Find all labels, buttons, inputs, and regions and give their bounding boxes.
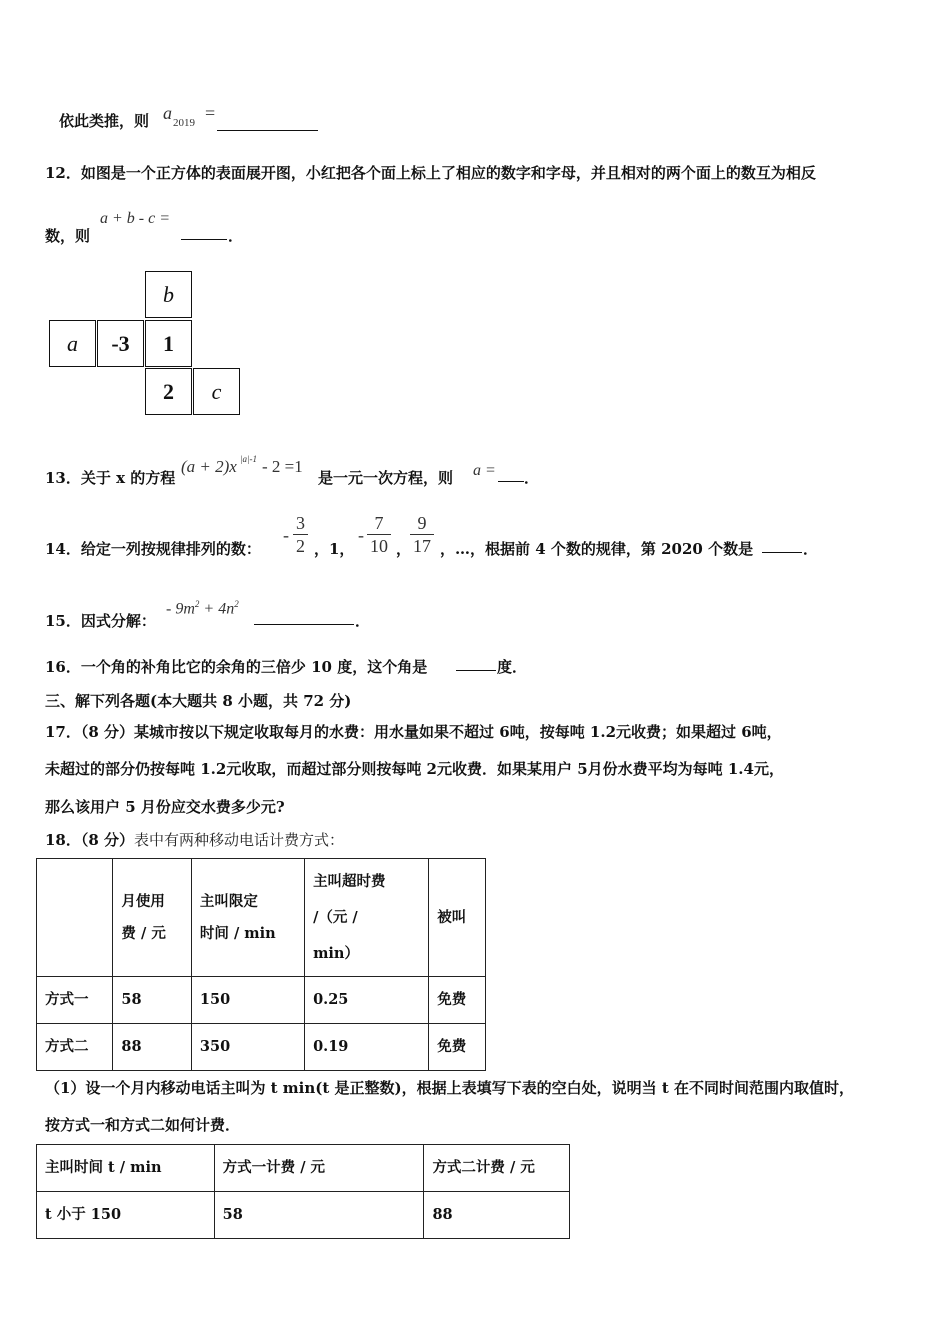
q11-eq: = <box>205 103 216 123</box>
fill-in-cell[interactable]: 88 <box>424 1192 570 1239</box>
fill-in-header <box>37 1145 570 1192</box>
q13-prefix: 13．关于 x 的方程 <box>45 469 176 487</box>
q17-line1: 17．（8 分）某城市按以下规定收取每月的水费：用水量如果不超过 6吨，按每吨 1.2元收费；如果超过 6吨， <box>45 723 782 741</box>
q15-end: ． <box>355 612 371 630</box>
net-value-1: 1 <box>163 330 174 356</box>
net-cell-neg3 <box>97 320 144 367</box>
net-value-b: b <box>163 281 174 307</box>
q17-line3: 那么该用户 5 月份应交水费多少元? <box>45 798 285 816</box>
billing-header-3: 主叫超时费 /（元 / min） <box>305 859 429 977</box>
billing-table <box>36 858 486 1071</box>
q14-f1-den: 2 <box>296 536 305 556</box>
q18-sub1-line2: 按方式一和方式二如何计费． <box>45 1116 241 1134</box>
billing-cell: 方式一 <box>37 977 113 1024</box>
net-value-2: 2 <box>163 378 174 404</box>
billing-cell: 58 <box>113 977 191 1024</box>
q15-sup1: 2 <box>194 599 200 609</box>
q12-line2-prefix: 数，则 <box>45 227 91 245</box>
q18-sub1-line1: （1）设一个月内移动电话主叫为 t min(t 是正整数)，根据上表填写下表的空白处，说明当 t 在不同时间范围内取值时， <box>45 1079 855 1097</box>
net-value-c: c <box>211 378 222 404</box>
q14-fraction-3 <box>410 512 434 557</box>
q14-f1-num: 3 <box>293 512 308 535</box>
fill-in-cell[interactable]: 58 <box>214 1192 424 1239</box>
q13-mid: 是一元一次方程，则 <box>318 469 454 487</box>
q14-answer-blank[interactable] <box>762 538 802 553</box>
q14-fraction-2 <box>367 512 391 557</box>
fill-in-header-2: 方式二计费 / 元 <box>424 1145 570 1192</box>
section-3-heading: 三、解下列各题(本大题共 8 小题，共 72 分) <box>45 692 352 710</box>
q13-end: ． <box>524 469 540 487</box>
q14-tail: ，…，根据前 4 个数的规律，第 2020 个数是 <box>440 540 754 558</box>
q12-line1: 12．如图是一个正方体的表面展开图，小红把各个面上标上了相应的数字和字母，并且相对的两个面上的数互为相反 <box>45 164 816 182</box>
billing-cell: 150 <box>191 977 304 1024</box>
fill-in-table <box>36 1144 570 1239</box>
fill-in-row-1 <box>37 1192 570 1239</box>
q13-expr-exp: |a|-1 <box>240 454 257 464</box>
q14-end: ． <box>803 540 819 558</box>
q14-fraction-1 <box>293 512 308 557</box>
q14-f2-den: 10 <box>370 536 388 556</box>
q15-sup2: 2 <box>234 599 239 609</box>
q13-var: a = <box>473 462 496 479</box>
q18-intro <box>45 829 344 850</box>
net-value-a: a <box>67 330 78 356</box>
q11-answer-blank[interactable] <box>217 116 318 131</box>
net-cell-a <box>49 320 96 367</box>
billing-cell: 免费 <box>429 977 486 1024</box>
fill-in-header-0: 主叫时间 t / min <box>37 1145 215 1192</box>
net-cell-c <box>193 368 240 415</box>
q18-prefix: 18．（8 分） <box>45 831 135 849</box>
billing-cell: 88 <box>113 1024 191 1071</box>
billing-row-1 <box>37 977 486 1024</box>
q16-text: 16．一个角的补角比它的余角的三倍少 10 度，这个角是 <box>45 658 428 676</box>
billing-cell: 350 <box>191 1024 304 1071</box>
q12-expr: a + b - c = <box>100 210 171 227</box>
q11-tail <box>59 110 149 131</box>
q15-answer-blank[interactable] <box>254 610 354 625</box>
q11-sub: 2019 <box>173 117 195 129</box>
q15-term1: - 9m <box>166 600 195 618</box>
billing-header-2: 主叫限定 时间 / min <box>191 859 304 977</box>
q14-f2-num: 7 <box>367 512 391 535</box>
q13-answer-blank[interactable] <box>498 467 524 482</box>
q13-expr-a: (a + 2)x <box>181 457 237 476</box>
q15-term2: + 4n <box>199 600 235 618</box>
billing-cell: 0.25 <box>305 977 429 1024</box>
q17-line2: 未超过的部分仍按每吨 1.2元收取，而超过部分则按每吨 2元收费．如果某用户 5月份水费平均为每吨 1.4元， <box>45 760 784 778</box>
q14-f3-num: 9 <box>410 512 434 535</box>
q14-f2-sign: - <box>358 525 364 545</box>
q14-f3-den: 17 <box>413 536 431 556</box>
billing-cell: 免费 <box>429 1024 486 1071</box>
q15-prefix: 15．因式分解： <box>45 612 156 630</box>
q16-end: 度． <box>497 658 528 676</box>
q15-expr <box>166 599 239 618</box>
net-value-neg3: -3 <box>111 330 130 356</box>
billing-cell: 方式二 <box>37 1024 113 1071</box>
q12-answer-blank[interactable] <box>181 225 227 240</box>
billing-row-2 <box>37 1024 486 1071</box>
q13-expr-b: - 2 =1 <box>262 457 303 476</box>
q14-f1-sign: - <box>283 525 289 545</box>
fill-in-header-1: 方式一计费 / 元 <box>214 1145 424 1192</box>
net-cell-1 <box>145 320 192 367</box>
q11-var: a <box>163 103 172 123</box>
billing-table-header <box>37 859 486 977</box>
q14-sep1: ，1， <box>314 540 355 558</box>
fill-in-cell[interactable]: t 小于 150 <box>37 1192 215 1239</box>
q12-end: ． <box>228 227 244 245</box>
q11-prefix: 依此类推，则 <box>59 112 150 130</box>
q18-rest: 表中有两种移动电话计费方式： <box>134 831 345 849</box>
net-cell-2 <box>145 368 192 415</box>
q16-answer-blank[interactable] <box>456 656 496 671</box>
billing-header-0 <box>37 859 113 977</box>
q14-prefix: 14．给定一列按规律排列的数： <box>45 540 261 558</box>
billing-cell: 0.19 <box>305 1024 429 1071</box>
billing-header-1: 月使用 费 / 元 <box>113 859 191 977</box>
billing-header-4: 被叫 <box>429 859 486 977</box>
net-cell-b <box>145 271 192 318</box>
q14-sep2: ， <box>396 540 412 558</box>
